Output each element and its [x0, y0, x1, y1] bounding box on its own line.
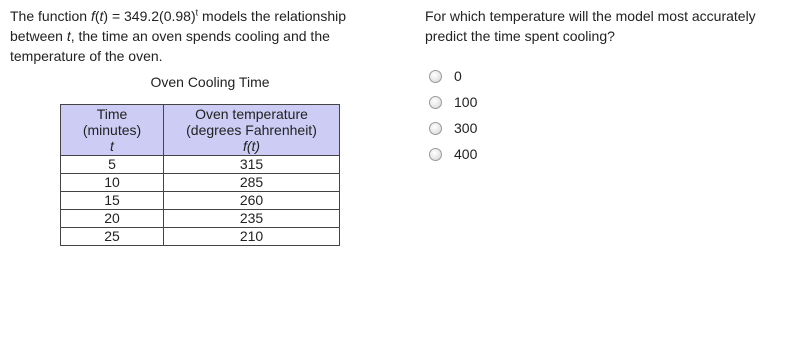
table-header-row — [61, 105, 340, 156]
stem-variable-t: t — [66, 28, 71, 44]
function-close-paren: ) — [103, 8, 109, 24]
option-0[interactable] — [429, 63, 477, 89]
stem-models: models the relationship between — [10, 8, 347, 44]
option-label: 400 — [454, 146, 478, 162]
radio-button[interactable] — [429, 70, 442, 83]
option-100[interactable] — [429, 89, 477, 115]
table-title: Oven Cooling Time — [150, 74, 270, 90]
header-temp-line1: Oven temperature — [195, 106, 308, 122]
cell-temperature: 235 — [164, 210, 340, 228]
answer-options — [429, 63, 477, 167]
table-row — [61, 192, 340, 210]
table-row — [61, 228, 340, 246]
cell-time: 10 — [61, 174, 164, 192]
header-time — [61, 105, 164, 156]
option-label: 300 — [454, 120, 478, 136]
option-label: 100 — [454, 94, 478, 110]
cell-time: 25 — [61, 228, 164, 246]
cell-temperature: 260 — [164, 192, 340, 210]
cell-temperature: 285 — [164, 174, 340, 192]
oven-cooling-table — [60, 104, 340, 246]
stem-intro: The function — [10, 8, 91, 24]
cell-temperature: 315 — [164, 156, 340, 174]
cell-time: 15 — [61, 192, 164, 210]
header-time-line2: (minutes) — [82, 122, 142, 138]
radio-button[interactable] — [429, 148, 442, 161]
equation-exponent: t — [195, 7, 199, 18]
option-400[interactable] — [429, 141, 477, 167]
header-temp-var: f(t) — [242, 138, 261, 154]
table-row — [61, 210, 340, 228]
equation-base: = 349.2(0.98) — [108, 8, 196, 24]
radio-button[interactable] — [429, 122, 442, 135]
radio-button[interactable] — [429, 96, 442, 109]
table-row — [61, 156, 340, 174]
function-name: f — [90, 8, 95, 24]
header-temperature — [164, 105, 340, 156]
option-300[interactable] — [429, 115, 477, 141]
header-time-line1: Time — [96, 106, 128, 122]
stem-rest: , the time an oven spends cooling and the temperature of the oven. — [10, 28, 330, 64]
header-time-var: t — [110, 138, 114, 154]
function-variable: t — [99, 8, 104, 24]
option-label: 0 — [454, 68, 462, 84]
question-panel — [425, 6, 795, 162]
problem-panel — [10, 6, 370, 90]
cell-temperature: 210 — [164, 228, 340, 246]
header-temp-line2: (degrees Fahrenheit) — [186, 122, 317, 138]
function-open-paren: ( — [94, 8, 100, 24]
question-text: For which temperature will the model most accurately predict the time spent cooling? — [425, 8, 756, 44]
table-row — [61, 174, 340, 192]
cell-time: 20 — [61, 210, 164, 228]
problem-stem — [10, 6, 370, 66]
cell-time: 5 — [61, 156, 164, 174]
